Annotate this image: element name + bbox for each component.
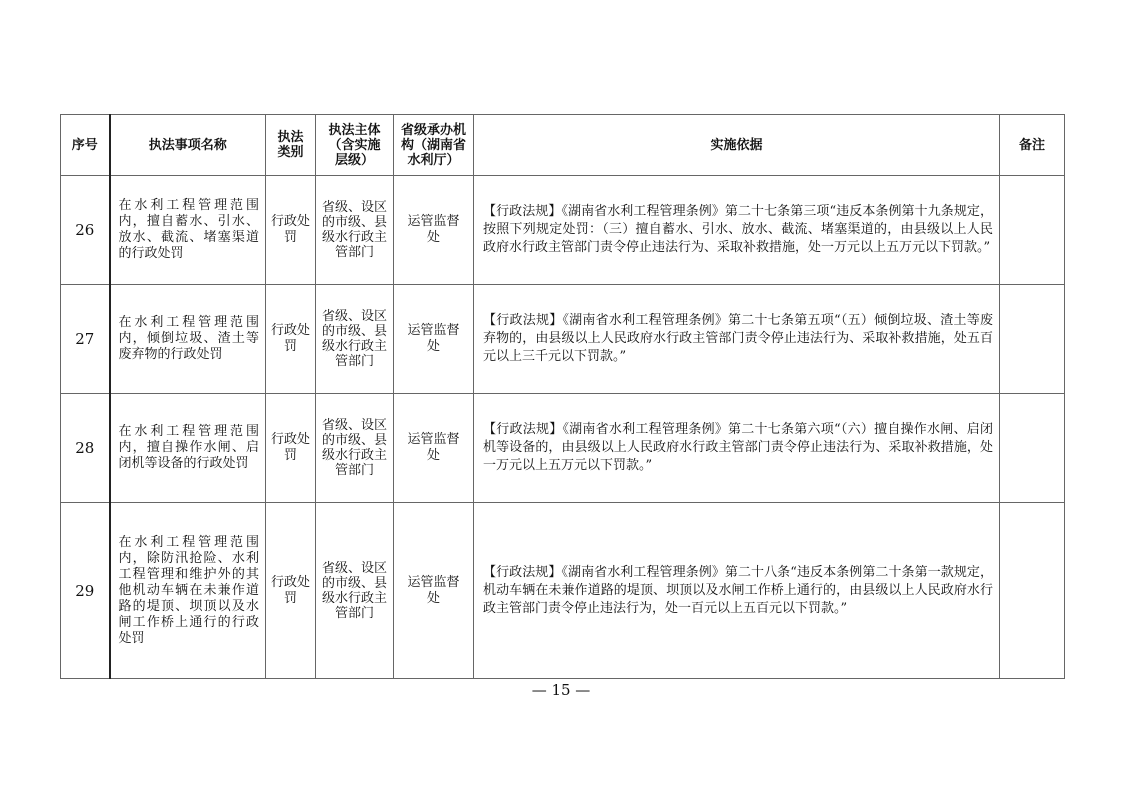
table-header-row: [61, 115, 1065, 176]
row-enforcement-type: 行政处罚: [266, 285, 316, 394]
row-enforcement-type: 行政处罚: [266, 176, 316, 285]
row-serial-no: 27: [61, 285, 110, 394]
header-provincial-org-text: 省级承办机构（湖南省水利厅）: [400, 122, 466, 168]
row-serial-no: 26: [61, 176, 110, 285]
row-enforcement-subject: 省级、设区的市级、县级水行政主管部门: [316, 176, 394, 285]
row-enforcement-type: 行政处罚: [266, 503, 316, 679]
header-enforcement-type: [266, 115, 316, 176]
row-enforcement-subject: 省级、设区的市级、县级水行政主管部门: [316, 394, 394, 503]
row-remark: [1000, 285, 1065, 394]
row-basis: 【行政法规】《湖南省水利工程管理条例》第二十七条第六项“（六）擅自操作水闸、启闭机等设备的，由县级以上人民政府水行政主管部门责令停止违法行为、采取补救措施，处一万元以上五万元以下罚款。”: [474, 394, 1000, 503]
row-provincial-org: [394, 503, 474, 679]
row-provincial-org-text: 运管监督处: [407, 574, 460, 606]
page-number: — 15 —: [531, 681, 591, 699]
header-provincial-org: [394, 115, 474, 176]
row-enforcement-type: 行政处罚: [266, 394, 316, 503]
header-remark: 备注: [1000, 115, 1065, 176]
row-basis: 【行政法规】《湖南省水利工程管理条例》第二十七条第三项“违反本条例第十九条规定，按照下列规定处罚：（三）擅自蓄水、引水、放水、截流、堵塞渠道的，由县级以上人民政府水行政主管部门责令停止违法行为、采取补救措施，处一万元以上五万元以下罚款。”: [474, 176, 1000, 285]
row-provincial-org: [394, 285, 474, 394]
row-serial-no: 28: [61, 394, 110, 503]
header-enforcement-subject: [316, 115, 394, 176]
row-remark: [1000, 503, 1065, 679]
row-enforcement-subject: 省级、设区的市级、县级水行政主管部门: [316, 285, 394, 394]
row-provincial-org-text: 运管监督处: [407, 323, 460, 354]
header-basis: 实施依据: [474, 115, 1000, 176]
row-provincial-org: [394, 394, 474, 503]
header-enforcement-subject-text: 执法主体（含实施层级）: [328, 122, 381, 168]
row-provincial-org: [394, 176, 474, 285]
row-remark: [1000, 394, 1065, 503]
row-item-name: 在水利工程管理范围内，倾倒垃圾、渣土等废弃物的行政处罚: [110, 285, 266, 394]
header-serial-no: 序号: [61, 115, 110, 176]
row-basis: 【行政法规】《湖南省水利工程管理条例》第二十八条“违反本条例第二十条第一款规定，机动车辆在未兼作道路的堤顶、坝顶以及水闸工作桥上通行的，由县级以上人民政府水行政主管部门责令停止违法行为，处一百元以上五百元以下罚款。”: [474, 503, 1000, 679]
row-basis: 【行政法规】《湖南省水利工程管理条例》第二十七条第五项“（五）倾倒垃圾、渣土等废弃物的，由县级以上人民政府水行政主管部门责令停止违法行为、采取补救措施，处五百元以上三千元以下罚款。”: [474, 285, 1000, 394]
table-row: [61, 176, 1065, 285]
table-row: [61, 285, 1065, 394]
row-enforcement-subject: 省级、设区的市级、县级水行政主管部门: [316, 503, 394, 679]
row-provincial-org-text: 运管监督处: [407, 214, 460, 245]
row-serial-no: 29: [61, 503, 110, 679]
row-remark: [1000, 176, 1065, 285]
row-provincial-org-text: 运管监督处: [407, 432, 460, 463]
table-row: [61, 503, 1065, 679]
row-item-name: 在水利工程管理范围内，擅自蓄水、引水、放水、截流、堵塞渠道的行政处罚: [110, 176, 266, 285]
header-enforcement-type-text: 执法类别: [277, 130, 304, 160]
enforcement-items-table: [60, 114, 1065, 679]
row-item-name: 在水利工程管理范围内，除防汛抢险、水利工程管理和维护外的其他机动车辆在未兼作道路的堤顶、坝顶以及水闸工作桥上通行的行政处罚: [110, 503, 266, 679]
table-row: [61, 394, 1065, 503]
row-item-name: 在水利工程管理范围内，擅自操作水闸、启闭机等设备的行政处罚: [110, 394, 266, 503]
header-item-name: 执法事项名称: [110, 115, 266, 176]
